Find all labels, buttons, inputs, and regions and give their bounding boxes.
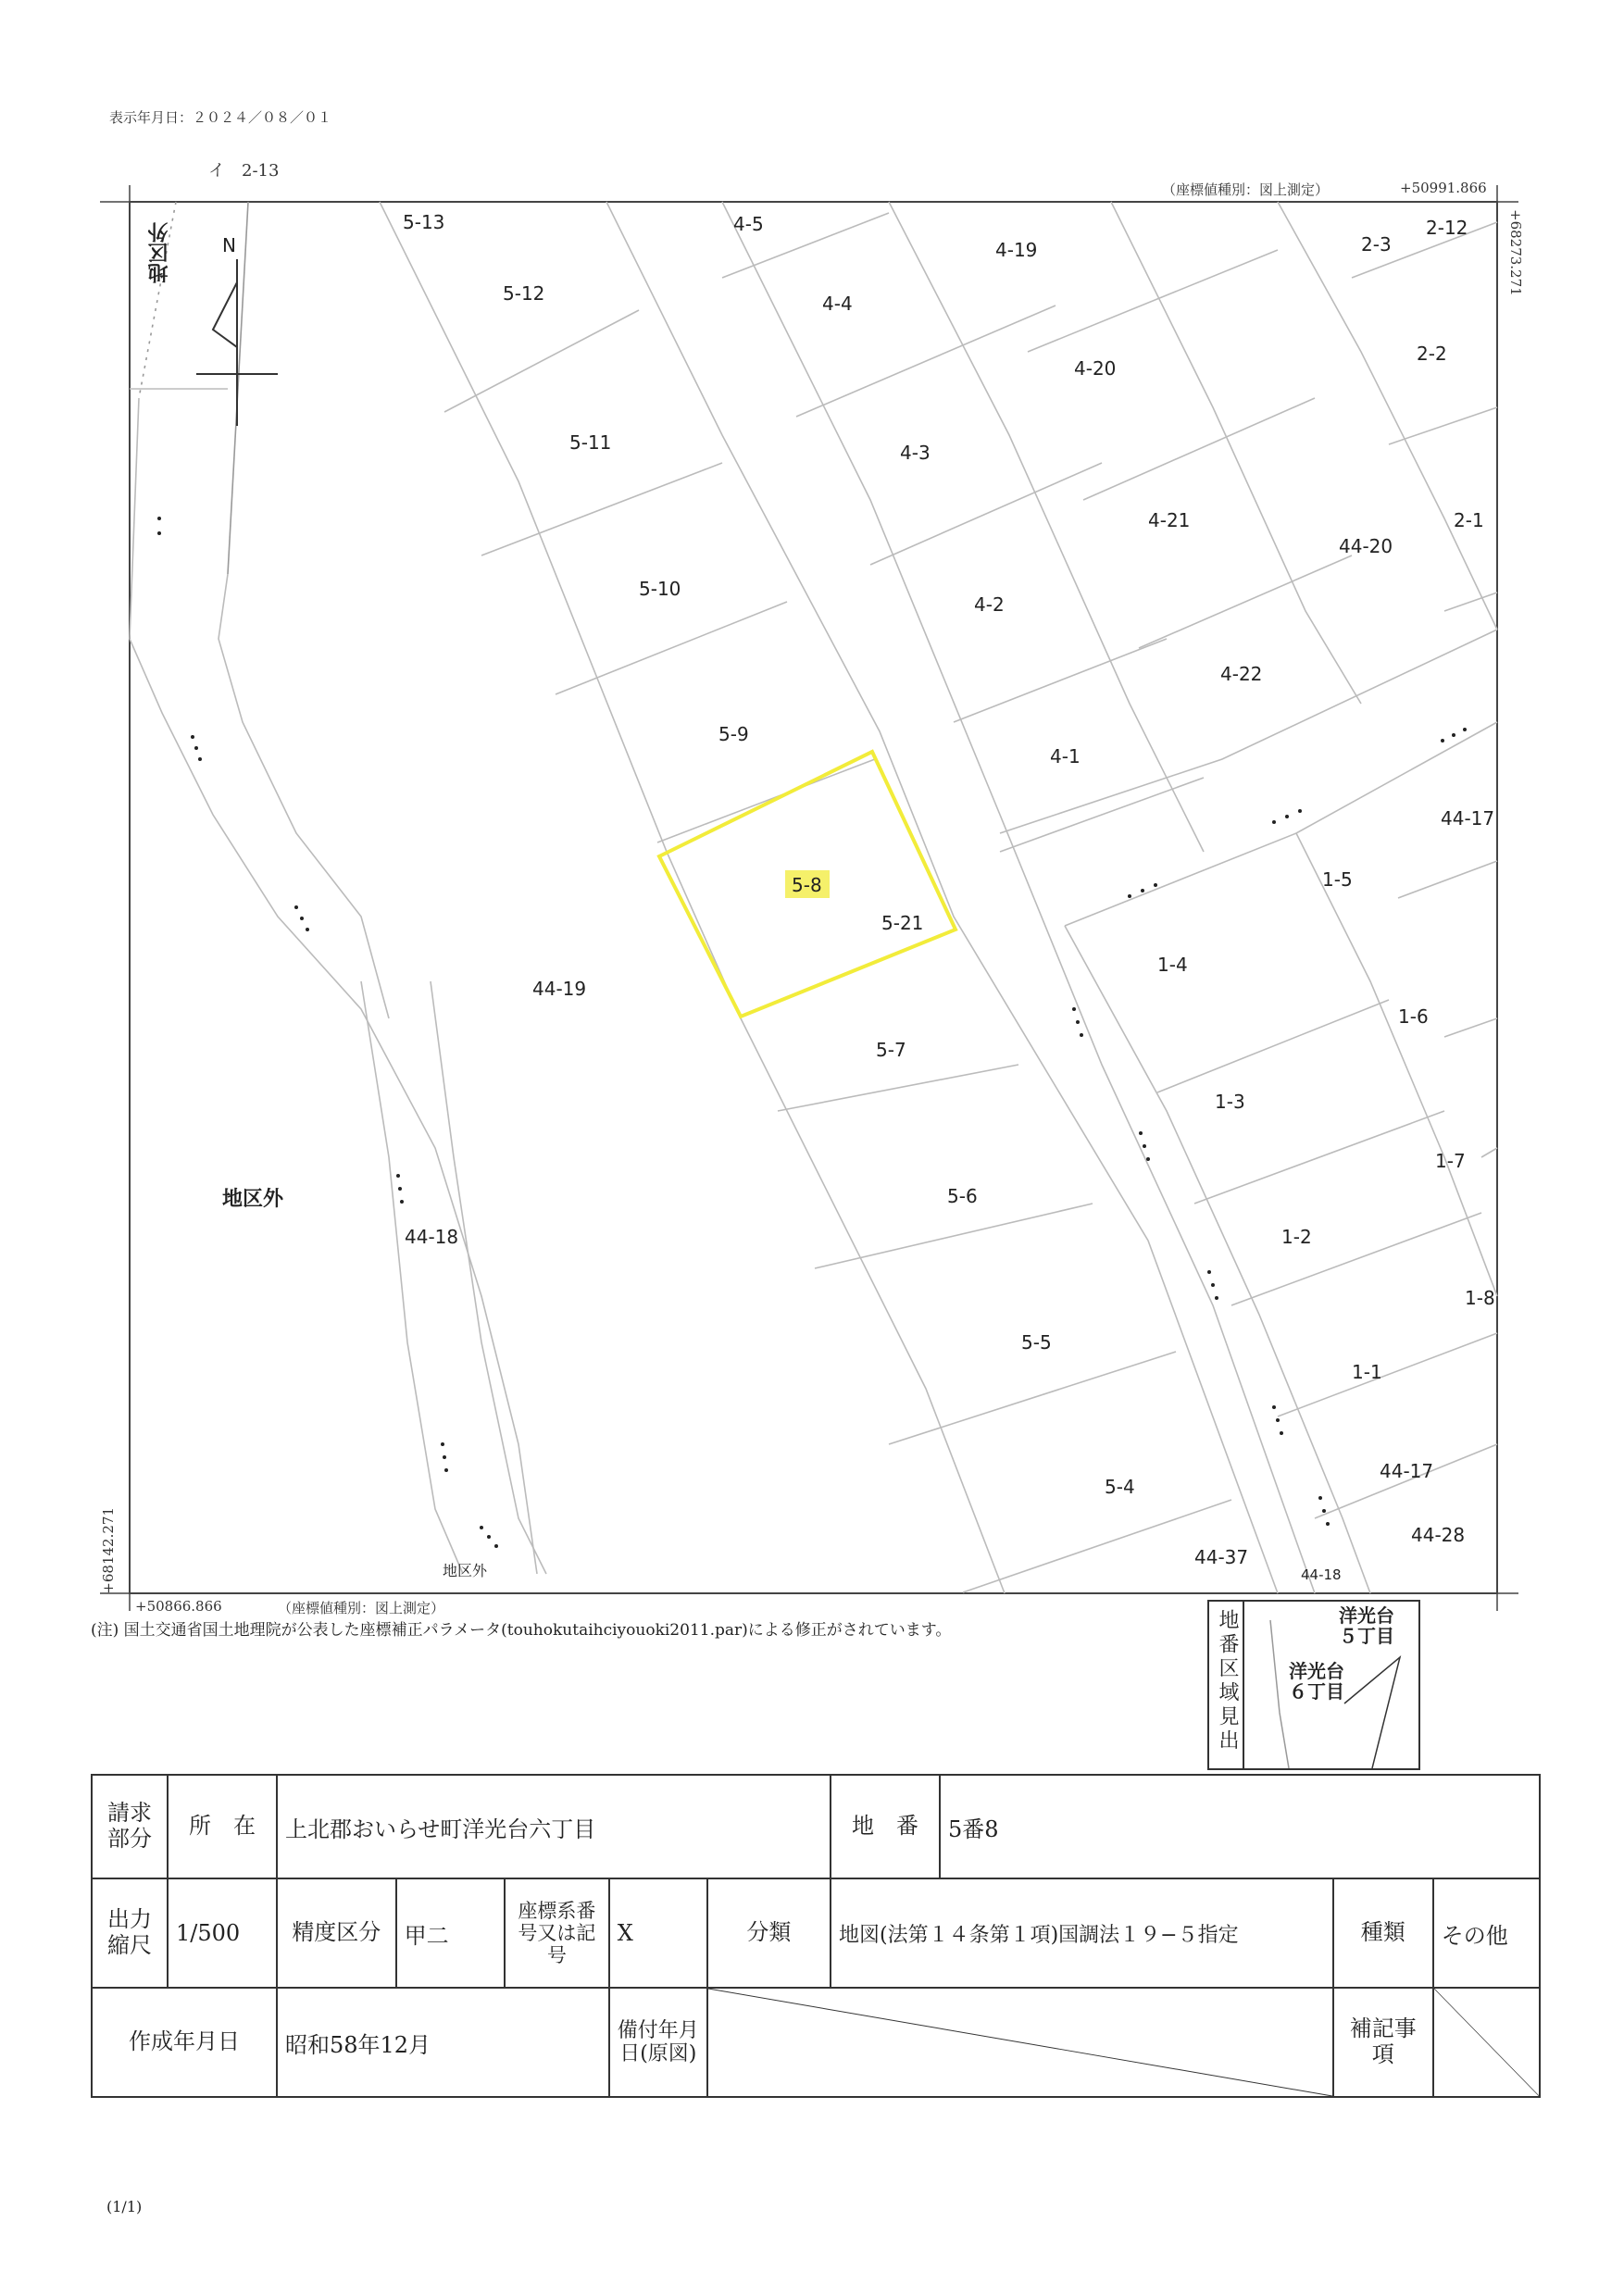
lot-value: 5番8 [940, 1775, 1540, 1878]
remarks-value-empty [1433, 1988, 1540, 2097]
district-index-inset [1207, 1600, 1420, 1770]
created-label: 作成年月日 [92, 1988, 277, 2097]
precision-label: 精度区分 [277, 1878, 396, 1988]
parcel-label: 5-5 [1021, 1331, 1052, 1354]
class-value: 地図(法第１４条第１項)国調法１９−５指定 [831, 1878, 1333, 1988]
parcel-label: 4-22 [1220, 663, 1263, 685]
inset-area-5: 洋光台 ５丁目 [1339, 1604, 1394, 1647]
parcel-label: 2-12 [1426, 217, 1468, 239]
backup-label: 備付年月日(原図) [609, 1988, 707, 2097]
parcel-label: 5-4 [1105, 1476, 1135, 1498]
parcel-label: 44-18 [405, 1226, 459, 1248]
parcel-label: 4-2 [974, 593, 1005, 616]
display-date: 表示年月日：２０２４／０８／０１ [109, 109, 332, 126]
outside-district-label-top: 地区外 [148, 222, 171, 283]
parcel-label: 4-1 [1050, 745, 1081, 767]
coord-y-bottom: +68142.271 [100, 1507, 117, 1594]
parcel-label: 1-8 [1465, 1287, 1495, 1309]
coord-kind-bottom: （座標値種別：図上測定） [278, 1600, 445, 1616]
inset-area-6: 洋光台 ６丁目 [1289, 1660, 1344, 1703]
parcel-label: 44-28 [1411, 1524, 1466, 1546]
footnote: (注) 国土交通省国土地理院が公表した座標補正パラメータ(touhokutaihciyouoki2011.par)による修正がされています。 [91, 1621, 952, 1640]
location-label: 所 在 [168, 1775, 277, 1878]
location-value: 上北郡おいらせ町洋光台六丁目 [277, 1775, 831, 1878]
requester-label: 請求部分 [92, 1775, 168, 1878]
remarks-label: 補記事項 [1333, 1988, 1433, 2097]
parcel-label: 4-3 [900, 442, 931, 464]
parcel-label: 5-12 [503, 282, 545, 305]
parcel-label: 44-19 [532, 978, 587, 1000]
precision-value: 甲二 [396, 1878, 505, 1988]
coord-sys-value: X [609, 1878, 707, 1988]
parcel-label: 2-2 [1417, 343, 1447, 365]
outside-district-label-bottom: 地区外 [443, 1562, 488, 1579]
created-value: 昭和58年12月 [277, 1988, 609, 2097]
parcel-label: 4-19 [995, 239, 1038, 261]
parcel-label: 4-21 [1148, 509, 1191, 531]
coord-kind-top: （座標値種別：図上測定） [1162, 181, 1330, 198]
backup-value-empty [707, 1988, 1333, 2097]
outside-district-label-mid: 地区外 [222, 1188, 284, 1211]
lot-label: 地 番 [831, 1775, 940, 1878]
scale-label: 出力縮尺 [92, 1878, 168, 1988]
parcel-label: 1-4 [1157, 954, 1188, 976]
parcel-label: 1-2 [1281, 1226, 1312, 1248]
parcel-label: 5-21 [881, 912, 924, 934]
parcel-label: 5-11 [569, 431, 612, 454]
parcel-label: 5-10 [639, 578, 681, 600]
parcel-label: 44-17 [1441, 807, 1495, 830]
type-value: その他 [1433, 1878, 1540, 1988]
parcel-label: 44-18 [1301, 1566, 1342, 1583]
parcel-label: 4-4 [822, 293, 853, 315]
parcel-label: 5-6 [947, 1185, 978, 1207]
scale-value: 1/500 [168, 1878, 277, 1988]
parcel-label: 1-6 [1398, 1005, 1429, 1028]
parcel-label: 5-13 [403, 211, 445, 233]
north-label: N [222, 234, 236, 256]
coord-y-top: +68273.271 [1507, 209, 1524, 296]
inset-title: 地番区域見出 [1216, 1609, 1239, 1753]
parcel-label: 44-37 [1194, 1546, 1249, 1568]
parcel-label-highlighted[interactable]: 5-8 [792, 874, 822, 896]
top-label: イ 2-13 [208, 161, 280, 181]
parcel-label: 5-9 [718, 723, 749, 745]
page-number: (1/1) [106, 2198, 143, 2215]
parcel-label: 2-1 [1454, 509, 1484, 531]
parcel-label: 1-1 [1352, 1361, 1382, 1383]
parcel-label: 4-5 [733, 213, 764, 235]
parcel-label: 5-7 [876, 1039, 906, 1061]
info-table [91, 1774, 1541, 2098]
class-label: 分類 [707, 1878, 831, 1988]
parcel-label: 2-3 [1361, 233, 1392, 256]
parcel-label: 4-20 [1074, 357, 1117, 380]
coord-sys-label: 座標系番号又は記号 [505, 1878, 609, 1988]
type-label: 種類 [1333, 1878, 1433, 1988]
parcel-label: 44-17 [1380, 1460, 1434, 1482]
parcel-label: 1-3 [1215, 1091, 1245, 1113]
parcel-label: 1-5 [1322, 868, 1353, 891]
parcel-label: 44-20 [1339, 535, 1393, 557]
coord-x-top: +50991.866 [1400, 180, 1487, 196]
coord-x-bottom: +50866.866 [135, 1598, 222, 1615]
parcel-label: 1-7 [1435, 1150, 1466, 1172]
